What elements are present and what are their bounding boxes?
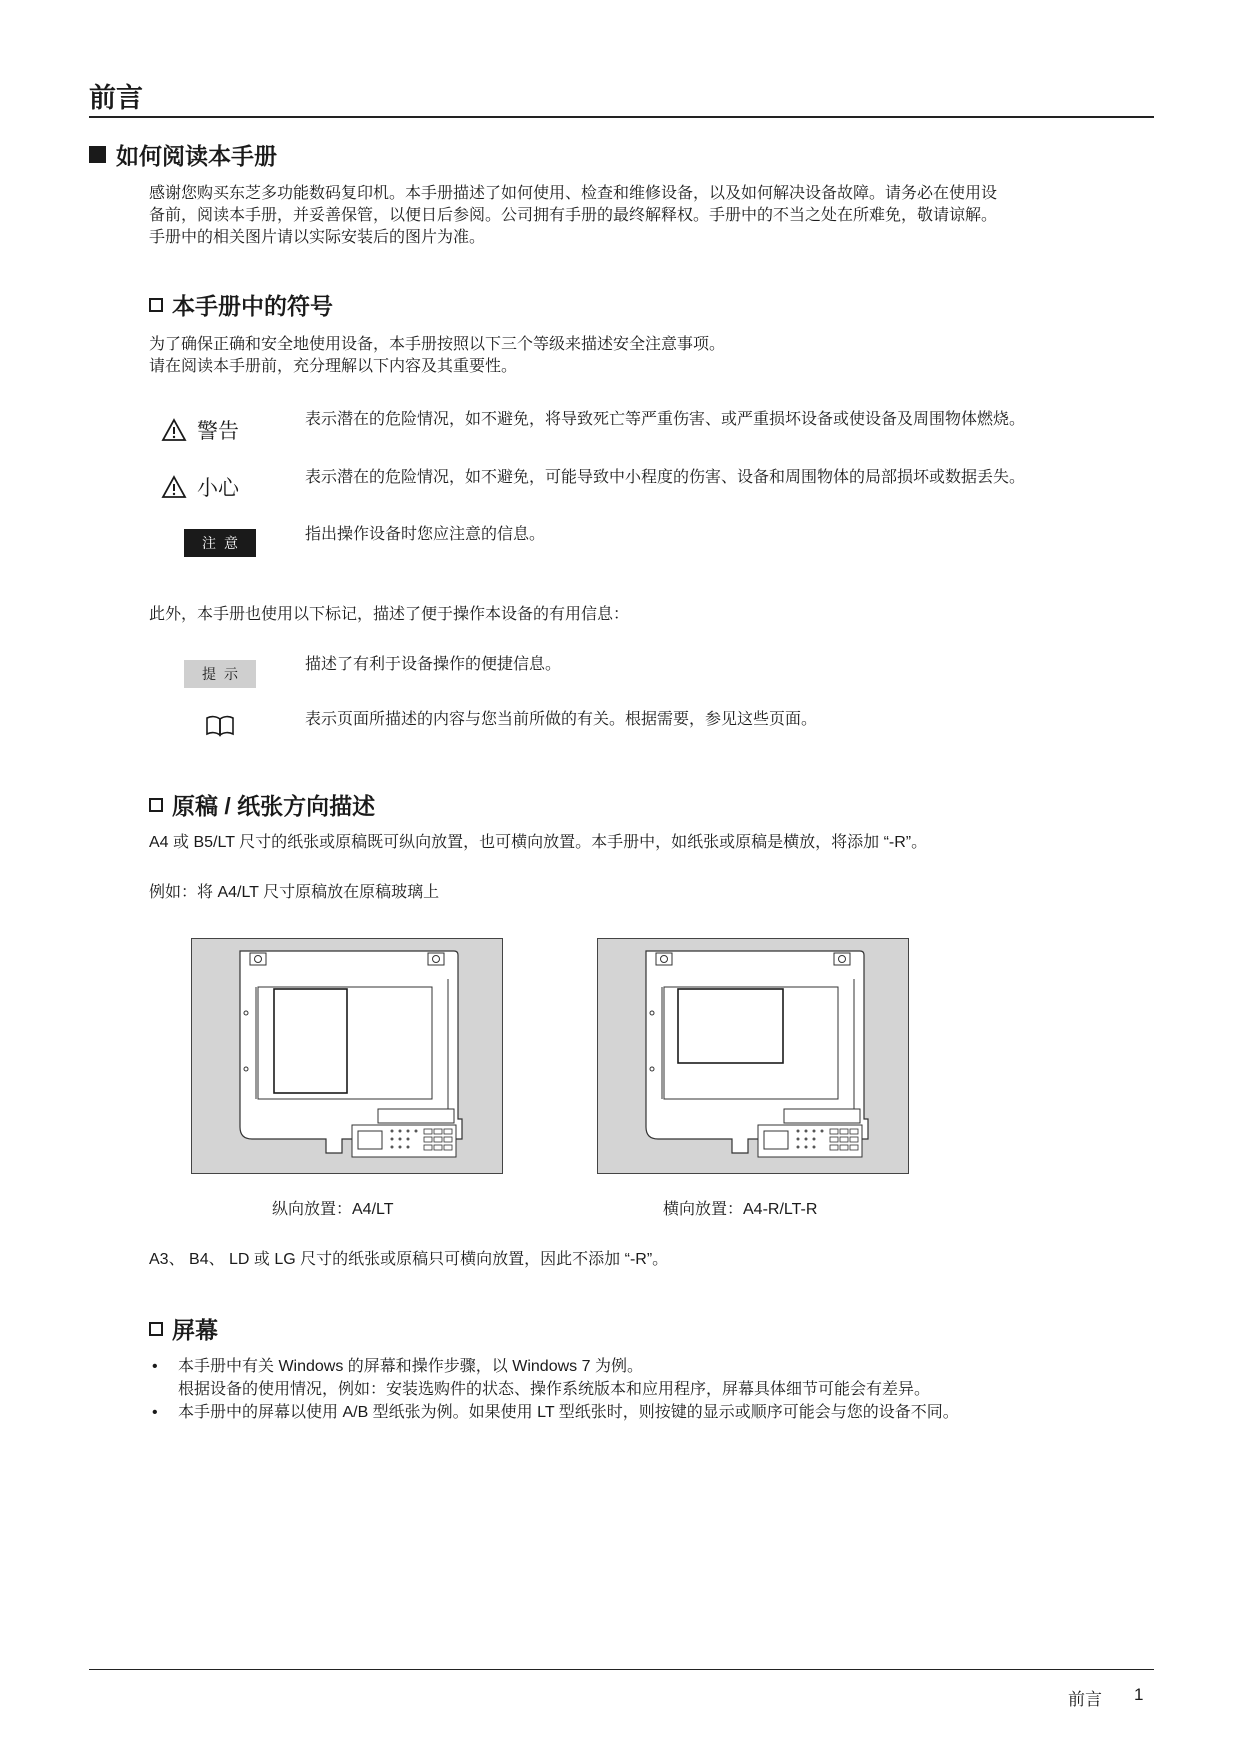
figure-portrait [191,938,503,1174]
bullet-text: 根据设备的使用情况，例如：安装选购件的状态、操作系统版本和应用程序，屏幕具体细节可能会有差异。 [178,1381,931,1398]
empty-square-icon [149,1322,163,1336]
footer-label: 前言 [1068,1690,1102,1709]
section-heading-symbols [149,288,333,321]
section-heading-screen-text: 屏幕 [172,1317,218,1343]
copier-glass-landscape-illustration [598,939,908,1173]
list-item [152,1355,1152,1401]
note-tag: 注意 [184,529,256,557]
bullet-marker: • [152,1358,158,1375]
section-heading-screen [149,1312,218,1345]
tip-desc: 描述了有利于设备操作的便捷信息。 [305,654,562,673]
note-desc: 指出操作设备时您应注意的信息。 [305,524,546,543]
footer-rule [89,1669,1154,1670]
warning-triangle-icon [161,418,187,442]
empty-square-icon [149,298,163,312]
bullet-marker: • [152,1404,158,1421]
page-number: 1 [1134,1685,1144,1704]
warning-desc: 表示潜在的危险情况，如不避免，将导致死亡等严重伤害、或严重损坏设备或使设备及周围物体燃烧。 [305,409,1026,428]
filled-square-icon [89,146,106,163]
orientation-body: A4 或 B5/LT 尺寸的纸张或原稿既可纵向放置，也可横向放置。本手册中，如纸张或原稿是横放，将添加 “-R”。 [149,834,928,851]
caution-label [161,472,239,502]
empty-square-icon [149,798,163,812]
symbols-also: 此外，本手册也使用以下标记，描述了便于操作本设备的有用信息： [149,604,630,623]
ref-desc: 表示页面所描述的内容与您当前所做的有关。根据需要，参见这些页面。 [305,709,818,728]
orientation-note: A3、 B4、 LD 或 LG 尺寸的纸张或原稿只可横向放置，因此不添加 “-R”。 [149,1251,669,1268]
body-line: 为了确保正确和安全地使用设备，本手册按照以下三个等级来描述安全注意事项。 [149,334,726,353]
bullet-text: 本手册中的屏幕以使用 A/B 型纸张为例。如果使用 LT 型纸张时，则按键的显示或顺序可能会与您的设备不同。 [178,1404,959,1421]
section-heading-orientation-text: 原稿 / 纸张方向描述 [172,793,376,819]
section-read-body [149,182,1149,248]
symbols-intro [149,333,1149,377]
warning-label [161,415,239,445]
warning-label-text: 警告 [197,420,239,443]
caution-triangle-icon [161,475,187,499]
caution-label-text: 小心 [197,477,239,500]
body-line: 请在阅读本手册前，充分理解以下内容及其重要性。 [149,356,518,375]
book-icon [205,715,235,741]
tip-tag: 提示 [184,660,256,688]
section-heading-read [89,138,277,171]
copier-glass-portrait-illustration [192,939,502,1173]
section-heading-read-text: 如何阅读本手册 [116,143,277,169]
caution-desc: 表示潜在的危险情况，如不避免，可能导致中小程度的伤害、设备和周围物体的局部损坏或数据丢失。 [305,467,1026,486]
list-item [152,1401,1152,1424]
body-line: 备前，阅读本手册，并妥善保管，以便日后参阅。公司拥有手册的最终解释权。手册中的不当之处在所难免，敬请谅解。 [149,205,998,224]
body-line: 感谢您购买东芝多功能数码复印机。本手册描述了如何使用、检查和维修设备，以及如何解决设备故障。请务必在使用设 [149,183,998,202]
section-heading-symbols-text: 本手册中的符号 [172,293,333,319]
chapter-title: 前言 [89,83,143,113]
header-rule [89,116,1154,118]
caption-landscape: 横向放置：A4-R/LT-R [663,1201,818,1218]
caption-portrait: 纵向放置：A4/LT [272,1201,394,1218]
figure-landscape [597,938,909,1174]
section-heading-orientation [149,788,375,821]
bullet-text: 本手册中有关 Windows 的屏幕和操作步骤，以 Windows 7 为例。 [178,1358,643,1375]
body-line: 手册中的相关图片请以实际安装后的图片为准。 [149,227,486,246]
orientation-example: 例如：将 A4/LT 尺寸原稿放在原稿玻璃上 [149,884,440,901]
screen-bullet-list [152,1355,1152,1424]
